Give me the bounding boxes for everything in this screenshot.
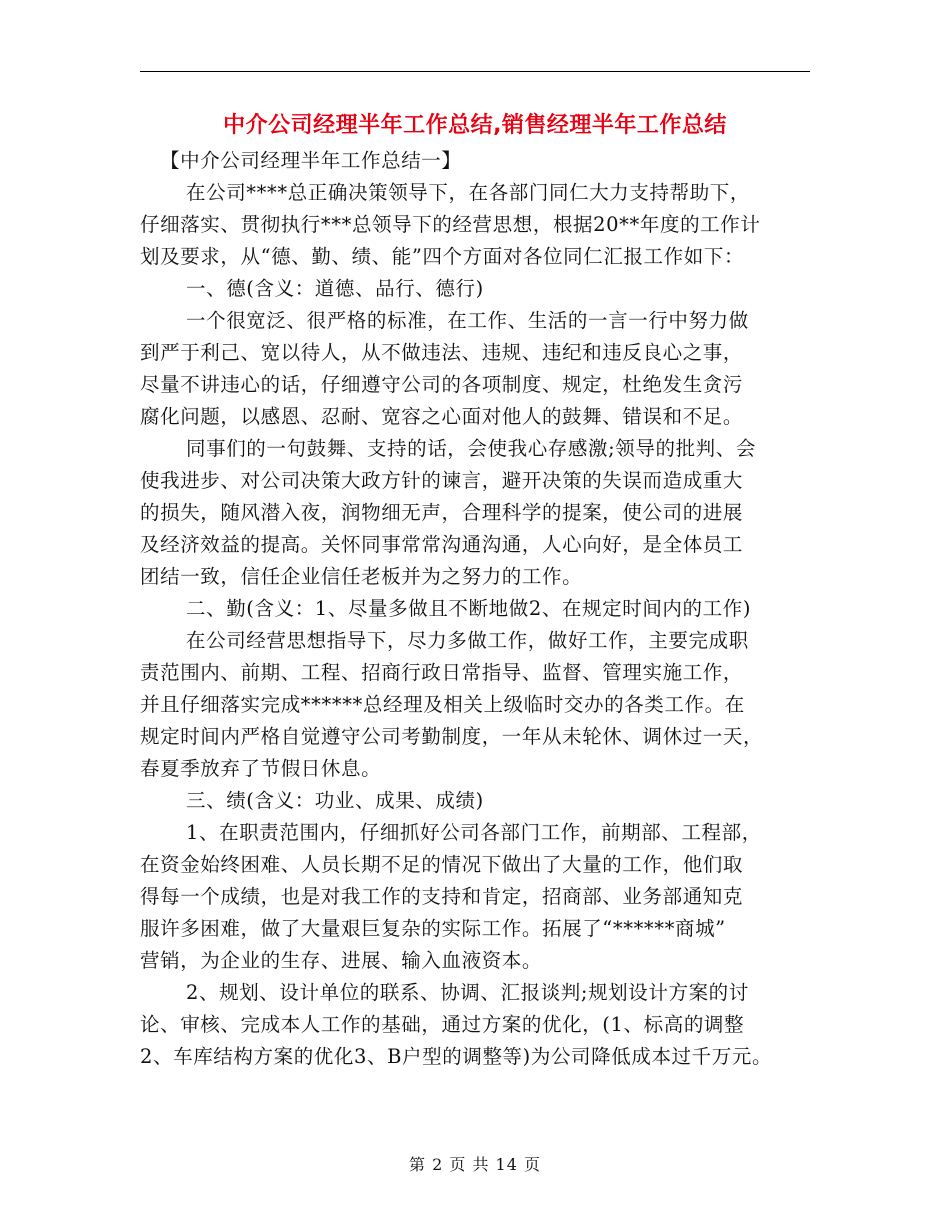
paragraph-line: 一个很宽泛、很严格的标准，在工作、生活的一言一行中努力做 xyxy=(186,309,749,332)
paragraph-line: 的损失，随风潜入夜，润物细无声，合理科学的提案，使公司的进展 xyxy=(140,501,744,524)
paragraph-line: 仔细落实、贯彻执行***总领导下的经营思想，根据20**年度的工作计 xyxy=(140,213,761,236)
paragraph-line: 腐化问题，以感恩、忍耐、宽容之心面对他人的鼓舞、错误和不足。 xyxy=(140,405,744,428)
header-rule xyxy=(140,71,810,72)
paragraph-line: 2、车库结构方案的优化3、B户型的调整等)为公司降低成本过千万元。 xyxy=(140,1045,773,1068)
paragraph-line: 得每一个成绩，也是对我工作的支持和肯定，招商部、业务部通知克 xyxy=(140,885,744,908)
paragraph-line: 划及要求，从“德、勤、绩、能”四个方面对各位同仁汇报工作如下： xyxy=(140,245,745,268)
paragraph-line: 2、规划、设计单位的联系、协调、汇报谈判;规划设计方案的讨 xyxy=(186,981,749,1004)
paragraph-line: 同事们的一句鼓舞、支持的话，会使我心存感激;领导的批判、会 xyxy=(186,437,756,460)
page-number-footer: 第 2 页 共 14 页 xyxy=(409,1155,541,1174)
paragraph-line: 服许多困难，做了大量艰巨复杂的实际工作。拓展了“******商城” xyxy=(140,917,726,940)
paragraph-line: 营销，为企业的生存、进展、输入血液资本。 xyxy=(140,949,543,972)
paragraph-line: 尽量不讲违心的话，仔细遵守公司的各项制度、规定，杜绝发生贪污 xyxy=(140,373,744,396)
paragraph-line: 到严于利己、宽以待人，从不做违法、违规、违纪和违反良心之事， xyxy=(140,341,744,364)
paragraph-line: 使我进步、对公司决策大政方针的谏言，避开决策的失误而造成重大 xyxy=(140,469,744,492)
document-body xyxy=(140,145,812,1073)
paragraph-line: 论、审核、完成本人工作的基础，通过方案的优化，(1、标高的调整 xyxy=(140,1013,745,1036)
subsection-heading: 三、绩(含义：功业、成果、成绩) xyxy=(186,789,484,812)
paragraph-line: 春夏季放弃了节假日休息。 xyxy=(140,757,382,780)
subsection-heading: 一、德(含义：道德、品行、德行) xyxy=(186,277,484,300)
document-title: 中介公司经理半年工作总结,销售经理半年工作总结 xyxy=(223,113,727,138)
paragraph-line: 责范围内、前期、工程、招商行政日常指导、监督、管理实施工作， xyxy=(140,661,744,684)
paragraph-line: 在公司****总正确决策领导下，在各部门同仁大力支持帮助下， xyxy=(186,181,751,204)
section-heading: 【中介公司经理半年工作总结一】 xyxy=(160,149,462,172)
paragraph-line: 并且仔细落实完成******总经理及相关上级临时交办的各类工作。在 xyxy=(140,693,745,716)
paragraph-line: 1、在职责范围内，仔细抓好公司各部门工作，前期部、工程部， xyxy=(186,821,762,844)
paragraph-line: 规定时间内严格自觉遵守公司考勤制度，一年从未轮休、调休过一天， xyxy=(140,725,764,748)
paragraph-line: 及经济效益的提高。关怀同事常常沟通沟通，人心向好，是全体员工 xyxy=(140,533,744,556)
subsection-heading: 二、勤(含义：1、尽量多做且不断地做2、在规定时间内的工作) xyxy=(186,597,752,620)
paragraph-line: 团结一致，信任企业信任老板并为之努力的工作。 xyxy=(140,565,583,588)
paragraph-line: 在公司经营思想指导下，尽力多做工作，做好工作，主要完成职 xyxy=(186,629,749,652)
paragraph-line: 在资金始终困难、人员长期不足的情况下做出了大量的工作，他们取 xyxy=(140,853,744,876)
